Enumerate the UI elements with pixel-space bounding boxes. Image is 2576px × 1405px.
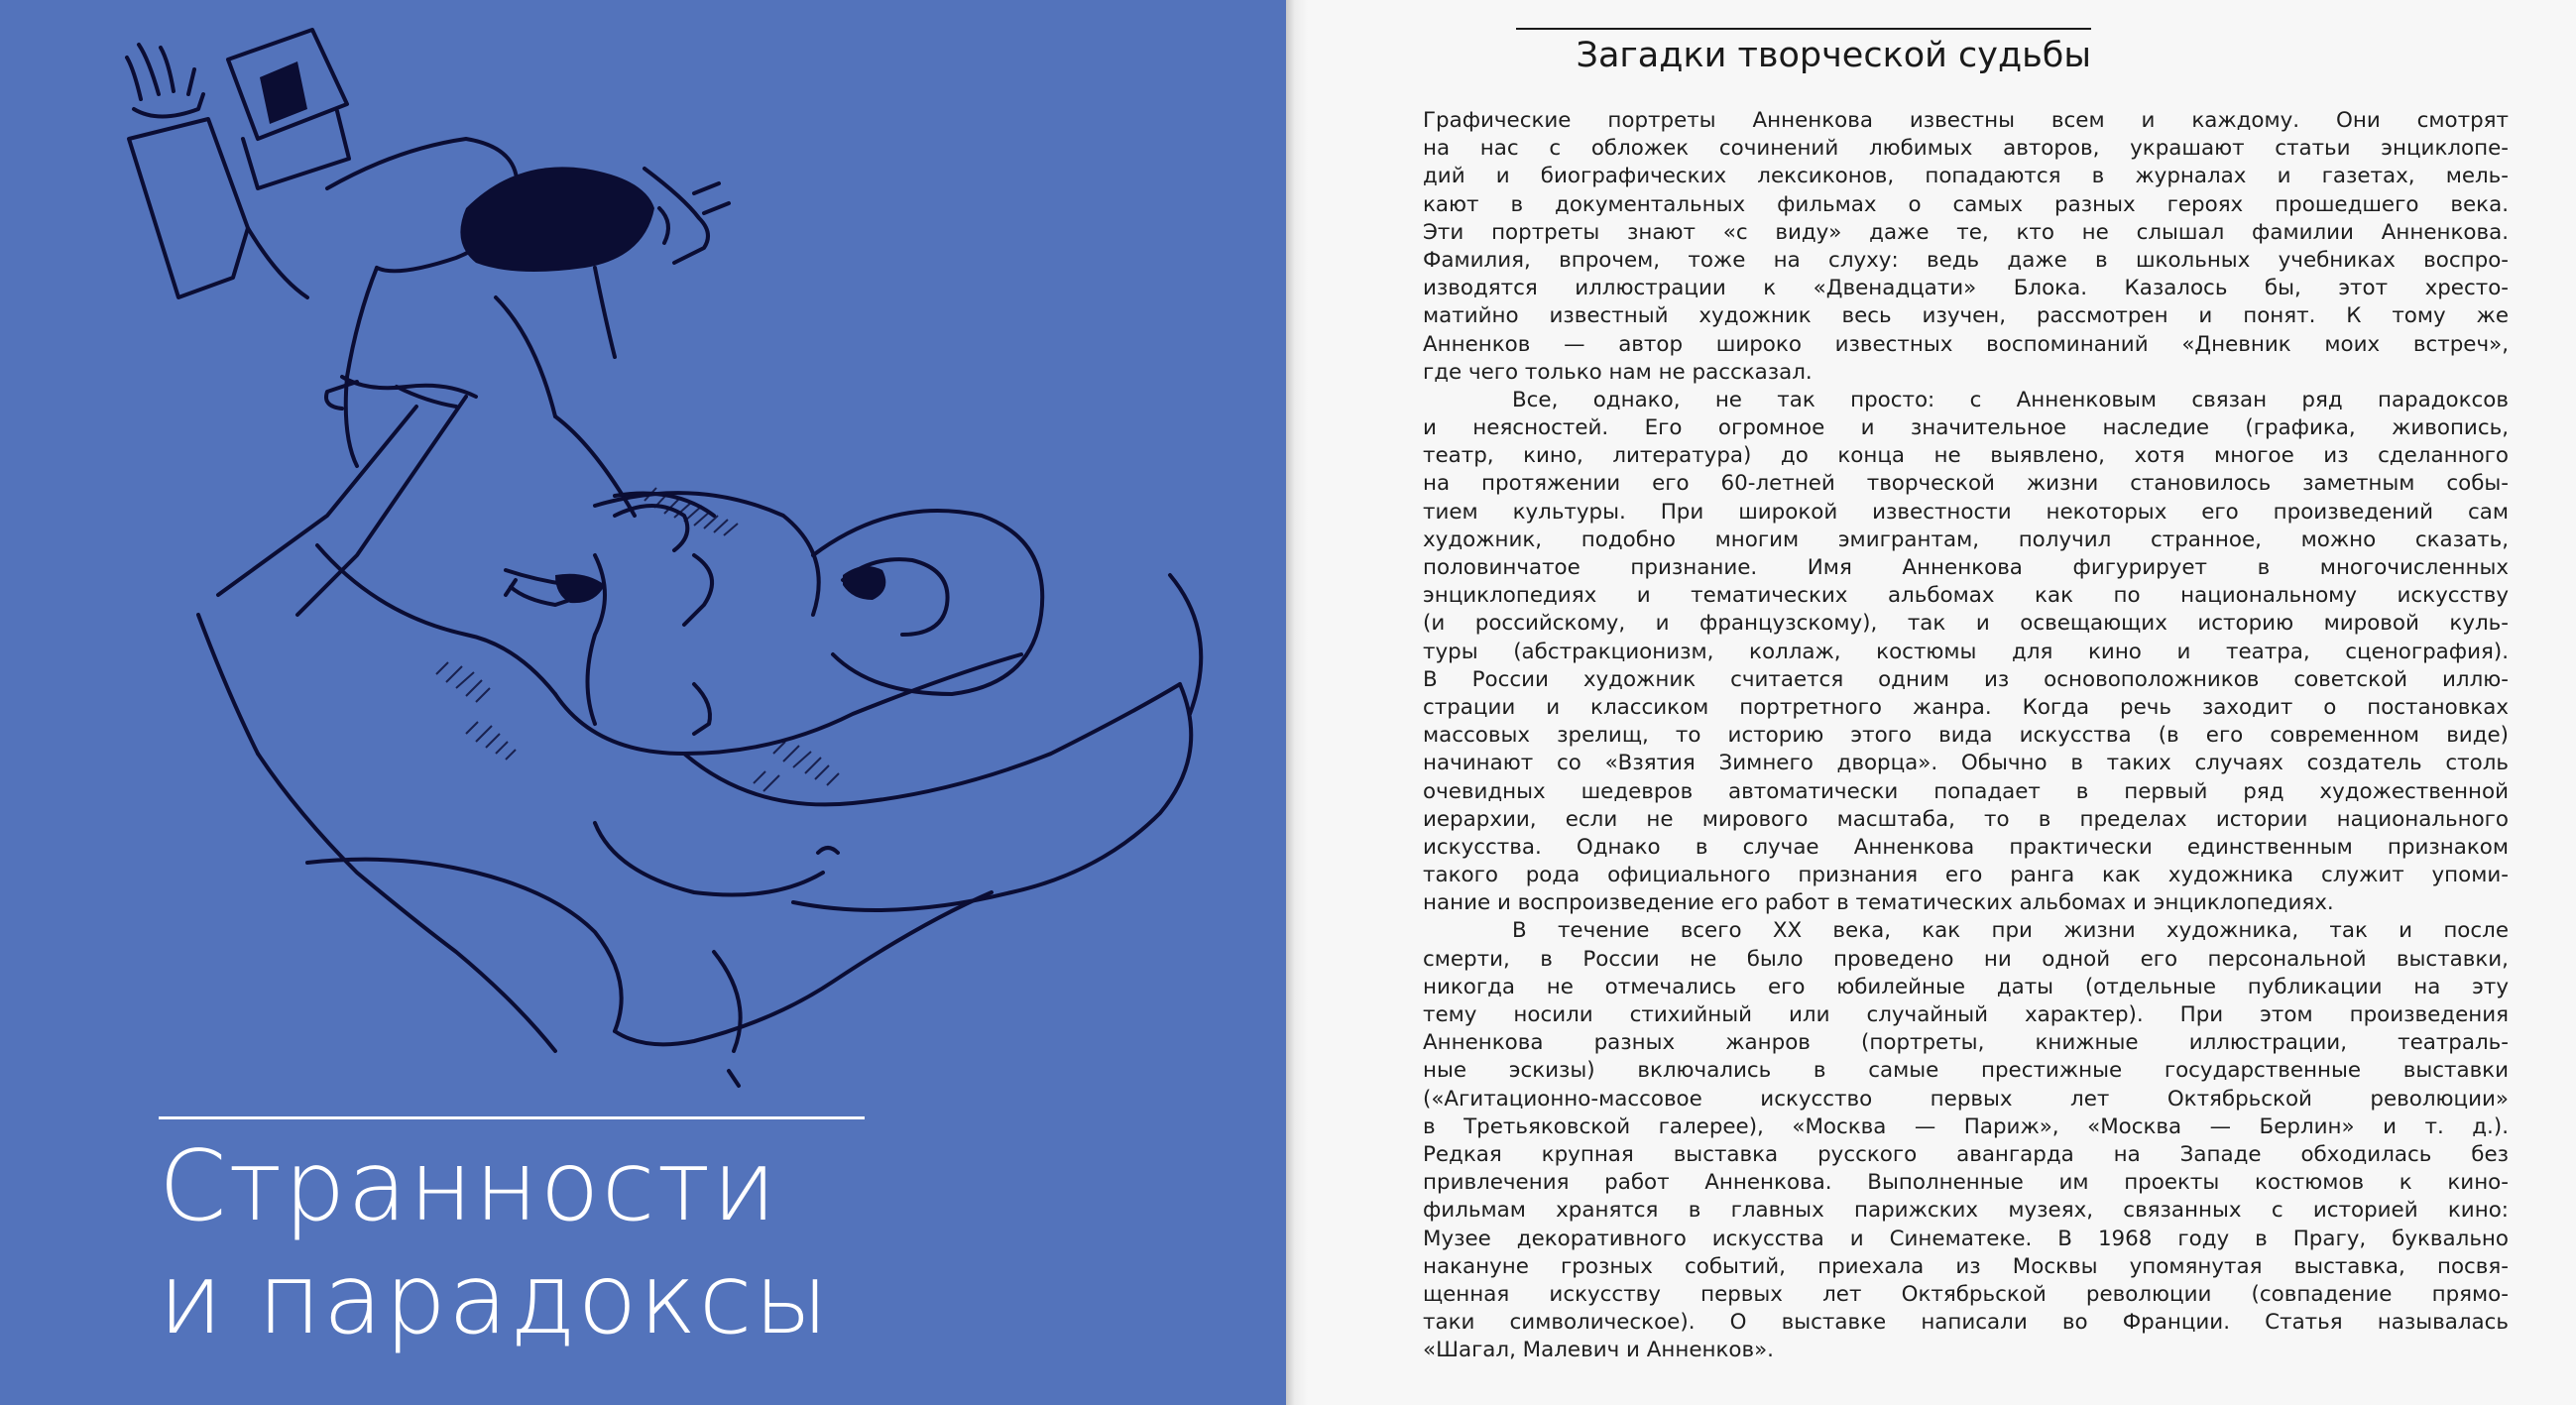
text-line: начинают со «Взятия Зимнего дворца». Обычно в таких случаях создатель столь <box>1423 751 2509 776</box>
text-line: В России художник считается одним из основоположников советской иллю- <box>1423 666 2509 692</box>
text-line: Анненков — автор широко известных воспоминаний «Дневник моих встреч», <box>1423 331 2509 357</box>
text-line: Редкая крупная выставка русского авангарда на Западе обходилась без <box>1423 1141 2509 1167</box>
text-line: театр, кино, литература) до конца не выявлено, хотя многое из сделанного <box>1423 443 2509 469</box>
text-line: очевидных шедевров автоматически попадает в первый ряд художественной <box>1423 778 2509 804</box>
right-page <box>1308 0 2576 1405</box>
text-line: где чего только нам не рассказал. <box>1423 359 1813 385</box>
text-line: кают в документальных фильмах о самых разных героях прошедшего века. <box>1423 191 2509 217</box>
text-line: привлечения работ Анненкова. Выполненные им проекты костюмов к кино- <box>1423 1170 2509 1196</box>
text-line: туры (абстракционизм, коллаж, костюмы для кино и театра, сценография). <box>1423 639 2509 664</box>
text-line: Графические портреты Анненкова известны всем и каждому. Они смотрят <box>1423 108 2509 133</box>
text-line: такого рода официального признания его ранга как художника служит упоми- <box>1423 863 2509 888</box>
text-line: В течение всего XX века, как при жизни художника, так и после <box>1512 918 2509 944</box>
text-line: художник, подобно многим эмигрантам, получил странное, можно сказать, <box>1423 527 2509 552</box>
text-line: смерти, в России не было проведено ни одной его персональной выставки, <box>1423 946 2509 972</box>
text-line: щенная искусству первых лет Октябрьской революции (совпадение прямо- <box>1423 1281 2509 1307</box>
section-title <box>159 1130 1150 1356</box>
text-line: Все, однако, не так просто: с Анненковым связан ряд парадоксов <box>1512 387 2509 412</box>
section-title-line-1: Странности <box>159 1130 778 1243</box>
text-line: энциклопедиях и тематических альбомах как по национальному искусству <box>1423 583 2509 609</box>
text-line: дий и биографических лексиконов, попадаются в журналах и газетах, мель- <box>1423 164 2509 189</box>
left-page <box>0 0 1286 1405</box>
text-line: в Третьяковской галерее), «Москва — Париж», «Москва — Берлин» и т. д.). <box>1423 1113 2509 1139</box>
text-line: массовых зрелищ, то историю этого вида искусства (в его современном виде) <box>1423 723 2509 749</box>
text-line: искусства. Однако в случае Анненкова практически единственным признаком <box>1423 834 2509 860</box>
text-line: («Агитационно-массовое искусство первых лет Октябрьской революции» <box>1423 1086 2509 1112</box>
text-line: тием культуры. При широкой известности некоторых его произведений сам <box>1423 499 2509 525</box>
text-line: и неясностей. Его огромное и значительное наследие (графика, живопись, <box>1423 415 2509 441</box>
text-line: Фамилия, впрочем, тоже на слуху: ведь даже в школьных учебниках воспро- <box>1423 247 2509 273</box>
text-line: нание и воспроизведение его работ в тематических альбомах и энциклопедиях. <box>1423 890 2334 916</box>
text-line: половинчатое признание. Имя Анненкова фигурирует в многочисленных <box>1423 555 2509 580</box>
text-line: тему носили стихийный или случайный характер). При этом произведения <box>1423 1002 2509 1027</box>
title-rule <box>159 1116 865 1119</box>
text-line: Анненкова разных жанров (портреты, книжные иллюстрации, театраль- <box>1423 1030 2509 1056</box>
text-line: «Шагал, Малевич и Анненков». <box>1423 1338 1774 1363</box>
text-line: иерархии, если не мирового масштаба, то в пределах истории национального <box>1423 806 2509 832</box>
text-line: страции и классиком портретного жанра. Когда речь заходит о постановках <box>1423 694 2509 720</box>
text-line: фильмам хранятся в главных парижских музеях, связанных с историей кино: <box>1423 1198 2509 1224</box>
text-line: ные эскизы) включались в самые престижные государственные выставки <box>1423 1058 2509 1084</box>
text-line: накануне грозных событий, приехала из Москвы упомянутая выставка, посвя- <box>1423 1253 2509 1279</box>
section-title-line-2: и парадоксы <box>159 1243 831 1356</box>
text-line: на нас с обложек сочинений любимых авторов, украшают статьи энциклопе- <box>1423 136 2509 162</box>
text-line: Эти портреты знают «с виду» даже те, кто не слышал фамилии Анненкова. <box>1423 219 2509 245</box>
text-line: (и российскому, и французскому), так и освещающих историю мировой куль- <box>1423 611 2509 637</box>
text-line: на протяжении его 60-летней творческой жизни становилось заметным собы- <box>1423 471 2509 497</box>
text-line: изводятся иллюстрации к «Двенадцати» Блока. Казалось бы, этот хресто- <box>1423 276 2509 301</box>
chapter-title: Загадки творческой судьбы <box>1576 36 2091 75</box>
text-line: Музее декоративного искусства и Синематеке. В 1968 году в Прагу, буквально <box>1423 1226 2509 1251</box>
body-text <box>1423 107 2509 1364</box>
text-line: матийно известный художник весь изучен, рассмотрен и понят. К тому же <box>1423 303 2509 329</box>
text-line: никогда не отмечались его юбилейные даты (отдельные публикации на эту <box>1423 974 2509 999</box>
book-gutter <box>1286 0 1308 1405</box>
text-line: таки символическое). О выставке написали во Франции. Статья называлась <box>1423 1310 2509 1336</box>
